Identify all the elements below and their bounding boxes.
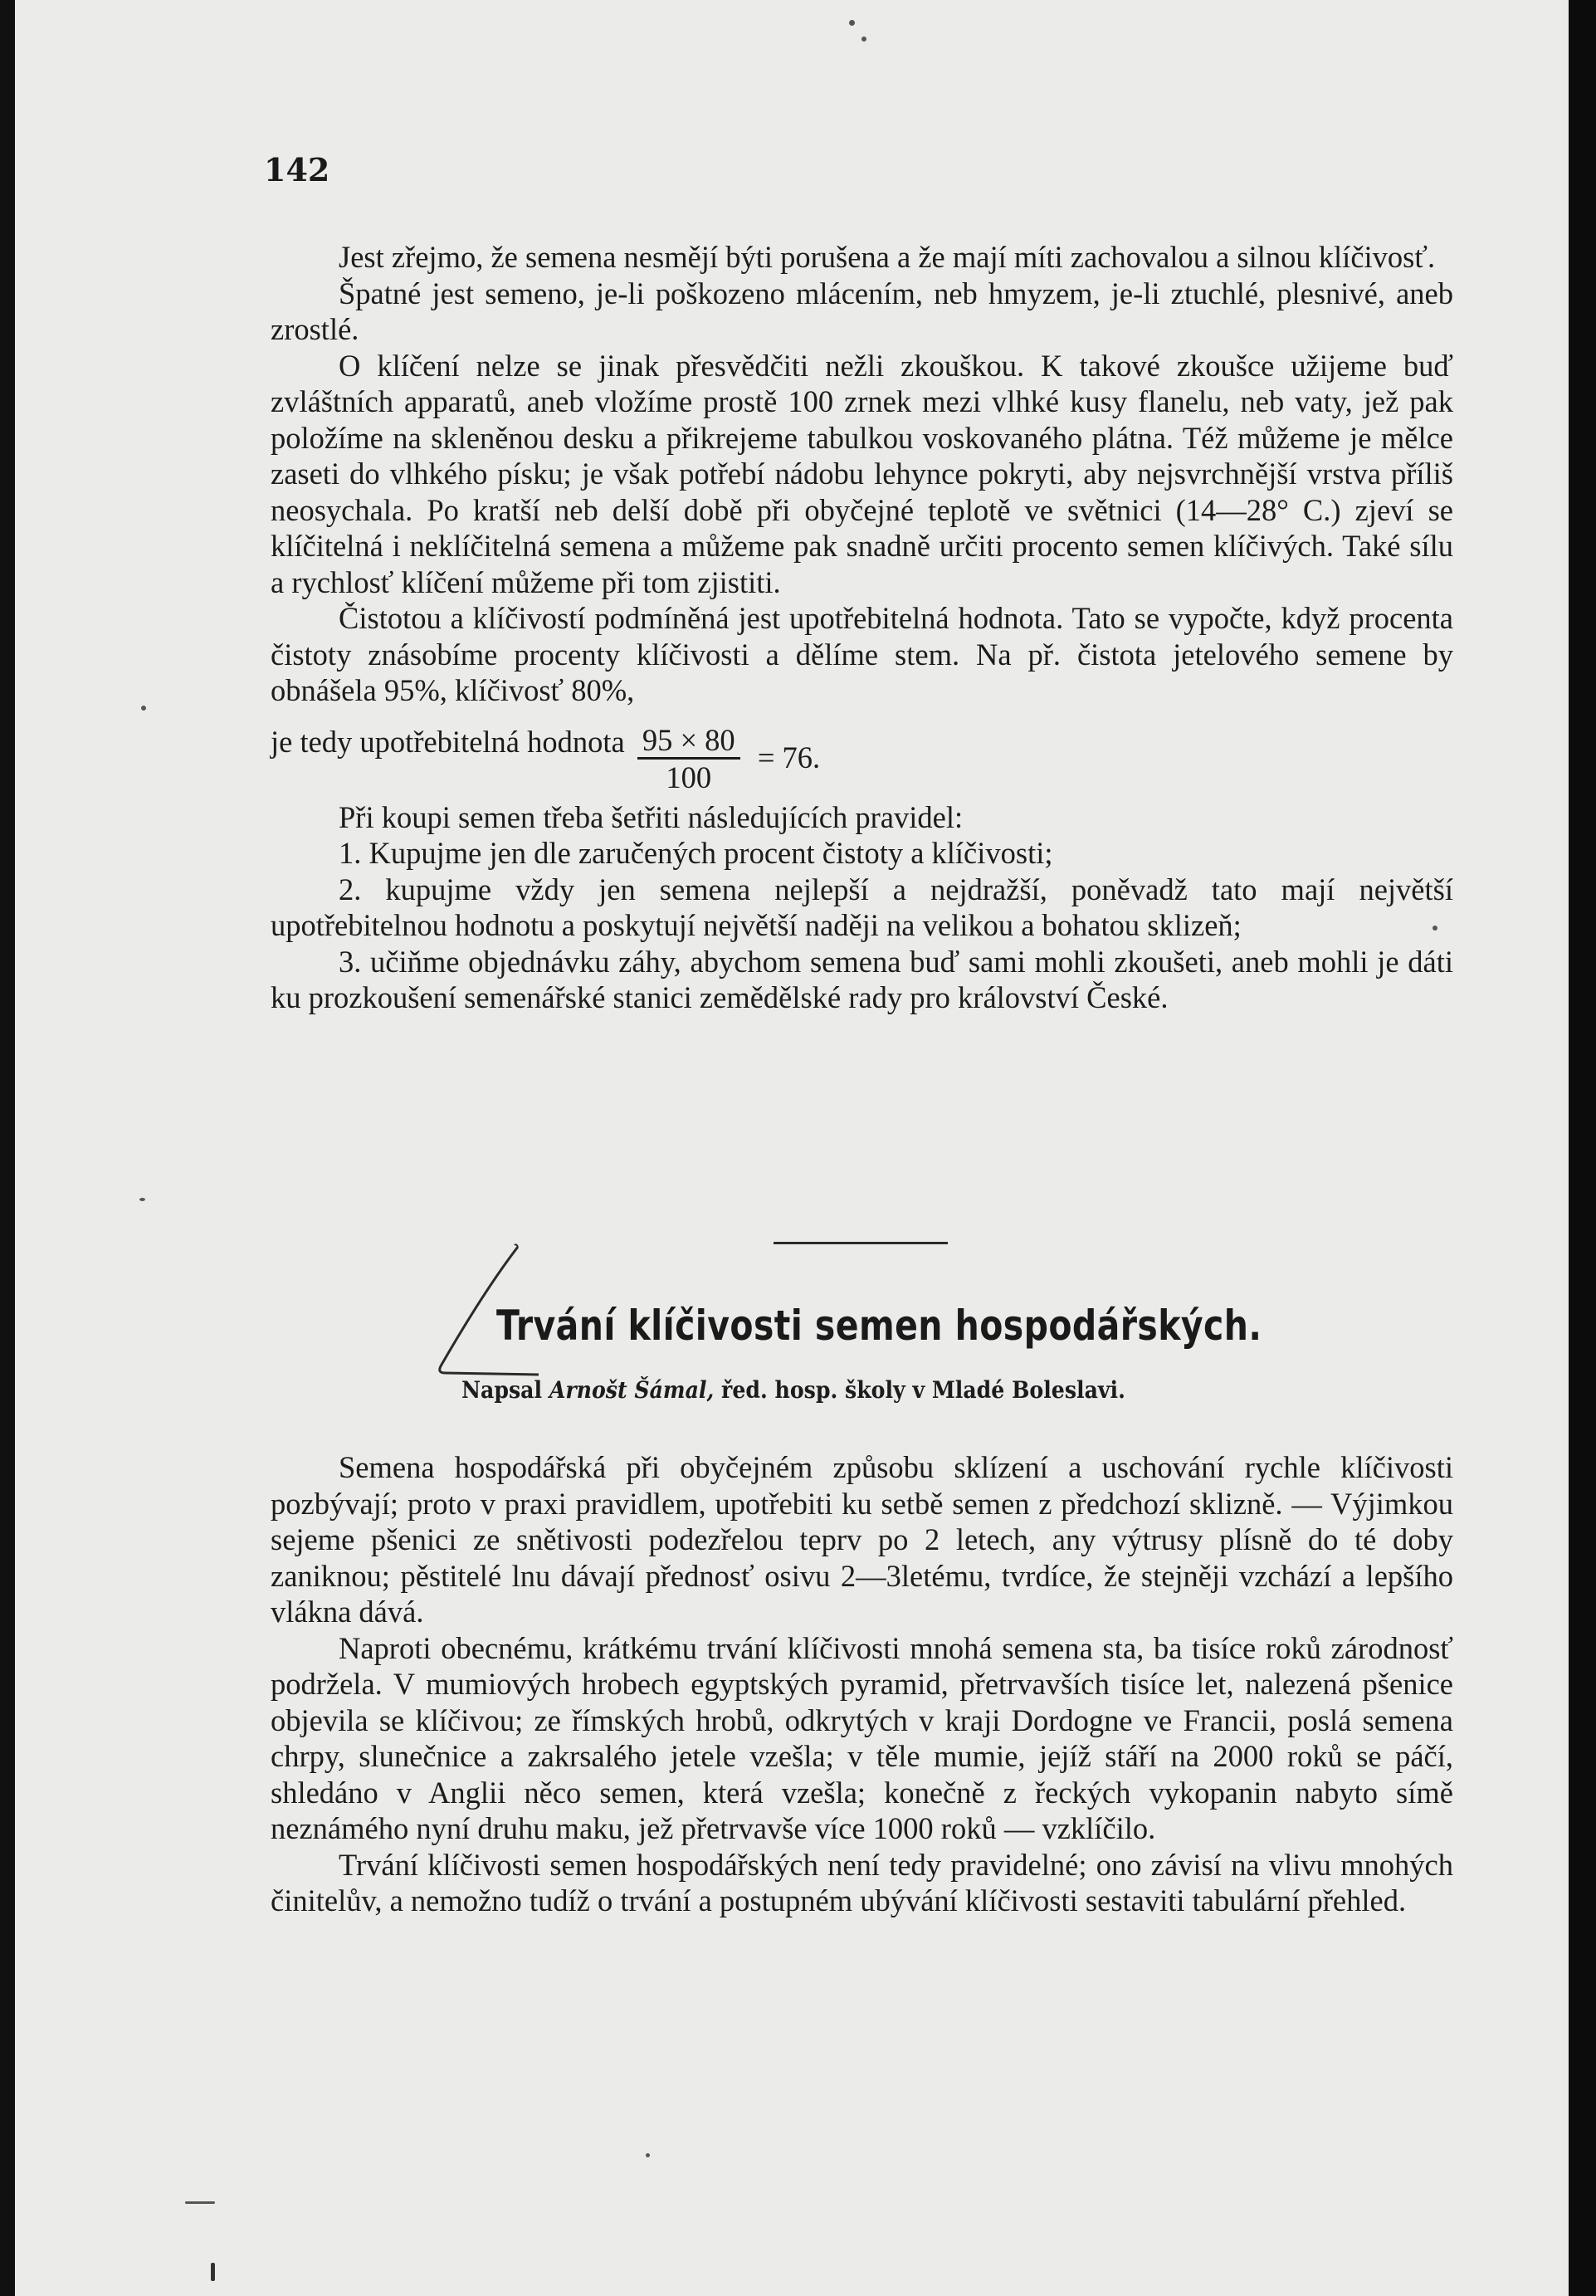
formula-numerator: 95 × 80 xyxy=(637,724,740,760)
byline-suffix: řed. hosp. školy v Mladé Boleslavi. xyxy=(721,1376,1125,1404)
rule-item: 2. kupujme vždy jen semena nejlepší a nejdražší, poněvadž tato mají největší upotřebitelnou hodnotu a poskytují největší naději na velikou a bohatou sklizeň; xyxy=(271,872,1453,942)
paragraph: Naproti obecnému, krátkému trvání klíčivosti mnohá semena sta, ba tisíce roků zárodnosť podržela. V mumiových hrobech egyptských pyramid, přetrvavších tisíce let, nalezená pšenice objevila se klíčivou; ze římských hrobů, odkrytých v kraji Dordogne ve Francii, poslá semena chrpy, slunečnice a zakrsalého jetele vzešla; v těle mumie, jejíž stáří na 2000 roků se páčí, shledáno v Anglii něco semen, která vzešla; konečně z řeckých vykopanin nabyto símě neznámého nyní druhu maku, jež přetrvavše více 1000 roků — vzklíčilo. xyxy=(271,1630,1453,1845)
formula-line xyxy=(271,709,1453,794)
scan-speck xyxy=(646,2153,650,2157)
author-byline xyxy=(461,1376,1125,1404)
paragraph: Trvání klíčivosti semen hospodářských není tedy pravidelné; ono závisí na vlivu mnohých činitelův, a nemožno tudíž o trvání a postupném ubývání klíčivosti sestaviti tabulární přehled. xyxy=(271,1847,1453,1917)
section-divider xyxy=(774,1242,948,1244)
paragraph: Čistotou a klíčivostí podmíněná jest upotřebitelná hodnota. Tato se vypočte, když procenta čistoty znásobíme procenty klíčivosti a dělíme stem. Na př. čistota jetelového semene by obnášela 95%, klíčivosť 80%, xyxy=(271,601,1453,707)
paragraph: Jest zřejmo, že semena nesmějí býti porušena a že mají míti zachovalou a silnou klíčivosť. xyxy=(339,240,1436,274)
page-number: 142 xyxy=(264,151,330,188)
formula-fraction xyxy=(637,724,740,796)
byline-author: Arnošt Šámal, xyxy=(549,1376,715,1404)
rule-item: 3. učiňme objednávku záhy, abychom semena buď sami mohli zkoušeti, aneb mohli je dáti ku prozkoušení semenářské stanici zemědělské rady pro království České. xyxy=(271,944,1453,1014)
scan-speck xyxy=(849,20,855,26)
scan-speck xyxy=(1432,926,1437,931)
scan-speck xyxy=(185,2201,215,2204)
formula-denominator: 100 xyxy=(666,760,712,794)
scan-speck xyxy=(861,37,866,42)
formula-result: = 76. xyxy=(757,740,821,775)
section-germination-duration xyxy=(271,1449,1453,1919)
rules-intro: Při koupi semen třeba šetřiti následujících pravidel: xyxy=(339,799,964,834)
scan-speck xyxy=(141,706,146,711)
formula-prefix: je tedy upotřebitelná hodnota xyxy=(271,724,625,759)
paragraph: Špatné jest semeno, je-li poškozeno mlácením, neb hmyzem, je-li ztuchlé, plesnivé, aneb zrostlé. xyxy=(271,276,1453,346)
paragraph: O klíčení nelze se jinak přesvědčiti nežli zkouškou. K takové zkoušce užijeme buď zvláštních apparatů, aneb vložíme prostě 100 zrnek mezi vlhké kusy flanelu, neb vaty, jež pak položíme na skleněnou desku a přikrejeme tabulkou voskovaného plátna. Též můžeme je mělce zaseti do vlhkého písku; je však potřebí nádobu lehynce pokryti, aby nejsvrchnější vrstva příliš neosychala. Po kratší neb delší době při obyčejné teplotě ve světnici (14—28° C.) zjeví se klíčitelná i neklíčitelná semena a můžeme pak snadně určiti procento semen klíčivých. Také sílu a rychlosť klíčení můžeme při tom zjistiti. xyxy=(271,348,1453,599)
scan-speck xyxy=(211,2263,215,2281)
section-seed-quality xyxy=(271,239,1453,1016)
section-title: Trvání klíčivosti semen hospodářských. xyxy=(496,1302,1262,1350)
rule-item: 1. Kupujme jen dle zaručených procent čistoty a klíčivosti; xyxy=(339,836,1053,870)
byline-prefix: Napsal xyxy=(461,1376,543,1404)
scan-speck xyxy=(139,1198,145,1201)
book-page xyxy=(15,0,1569,2296)
paragraph: Semena hospodářská při obyčejném způsobu sklízení a uschování rychle klíčivosti pozbývají; proto v praxi pravidlem, upotřebiti ku setbě semen z předchozí sklizně. — Výjimkou sejeme pšenici ze snětivosti podezřelou teprv po 2 letech, any výtrusy plísně do té doby zaniknou; pěstitelé lnu dávají přednosť osivu 2—3letému, tvrdíce, že stejněji vzchází a lepšího vlákna dává. xyxy=(271,1450,1453,1629)
scan-border xyxy=(1569,0,1596,2296)
